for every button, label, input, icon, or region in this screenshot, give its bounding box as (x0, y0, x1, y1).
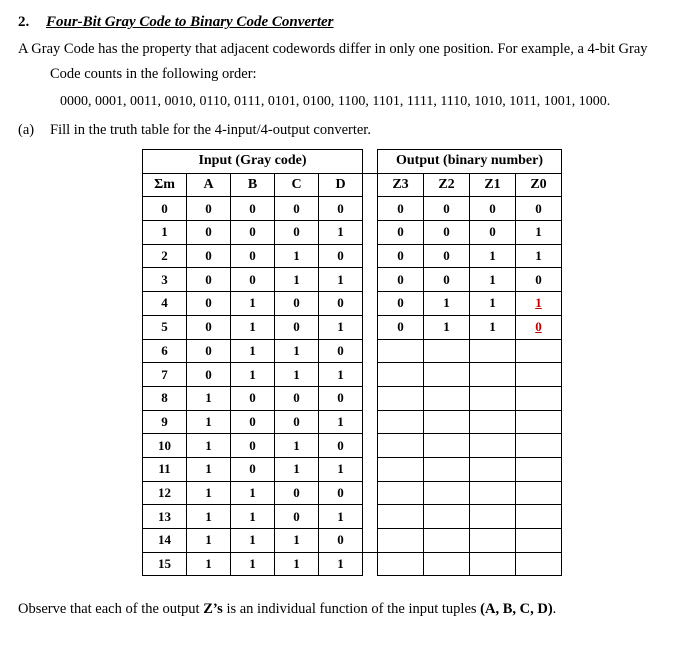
truth-table-body (143, 197, 562, 576)
cell-d: 0 (319, 529, 363, 553)
col-header-d: D (319, 173, 363, 197)
cell-z1 (470, 457, 516, 481)
cell-c: 0 (275, 386, 319, 410)
table-gap (363, 434, 378, 458)
cell-z1 (470, 552, 516, 576)
table-gap (363, 363, 378, 387)
cell-a: 0 (187, 244, 231, 268)
cell-b: 0 (231, 268, 275, 292)
table-row (143, 434, 562, 458)
table-gap (363, 221, 378, 245)
cell-z3 (378, 339, 424, 363)
cell-z2 (424, 505, 470, 529)
table-gap (363, 315, 378, 339)
cell-b: 0 (231, 410, 275, 434)
cell-z2 (424, 339, 470, 363)
table-row (143, 457, 562, 481)
cell-c: 1 (275, 457, 319, 481)
cell-z3: 0 (378, 197, 424, 221)
col-header-a: A (187, 173, 231, 197)
table-row (143, 268, 562, 292)
table-row (143, 244, 562, 268)
cell-d: 0 (319, 292, 363, 316)
cell-a: 0 (187, 292, 231, 316)
cell-m: 15 (143, 552, 187, 576)
table-gap (363, 197, 378, 221)
cell-z2: 1 (424, 315, 470, 339)
table-gap (363, 292, 378, 316)
cell-d: 1 (319, 552, 363, 576)
col-header-c: C (275, 173, 319, 197)
cell-d: 0 (319, 339, 363, 363)
cell-z0 (516, 386, 562, 410)
cell-m: 5 (143, 315, 187, 339)
cell-c: 0 (275, 221, 319, 245)
cell-c: 1 (275, 552, 319, 576)
input-group-header: Input (Gray code) (143, 150, 363, 174)
cell-m: 6 (143, 339, 187, 363)
part-a-text: Fill in the truth table for the 4-input/4-output converter. (50, 122, 371, 138)
cell-z1 (470, 386, 516, 410)
table-gap (363, 339, 378, 363)
table-gap (363, 268, 378, 292)
table-gap (363, 244, 378, 268)
col-header-m: Σm (143, 173, 187, 197)
footer-pre: Observe that each of the output (18, 601, 204, 617)
cell-c: 1 (275, 268, 319, 292)
cell-d: 1 (319, 505, 363, 529)
cell-z0 (516, 552, 562, 576)
cell-z3: 0 (378, 315, 424, 339)
problem-number: 2. (18, 14, 30, 30)
cell-z3: 0 (378, 292, 424, 316)
cell-b: 0 (231, 386, 275, 410)
cell-c: 0 (275, 315, 319, 339)
cell-b: 0 (231, 244, 275, 268)
cell-d: 1 (319, 410, 363, 434)
table-gap (363, 457, 378, 481)
cell-z3 (378, 434, 424, 458)
cell-m: 13 (143, 505, 187, 529)
cell-z3 (378, 481, 424, 505)
col-header-z0: Z0 (516, 173, 562, 197)
part-a-label: (a) (18, 122, 35, 138)
cell-z1 (470, 481, 516, 505)
cell-b: 0 (231, 197, 275, 221)
cell-b: 0 (231, 434, 275, 458)
cell-z1: 1 (470, 268, 516, 292)
cell-z2 (424, 434, 470, 458)
cell-z3 (378, 529, 424, 553)
cell-m: 8 (143, 386, 187, 410)
cell-z1 (470, 363, 516, 387)
cell-a: 0 (187, 197, 231, 221)
cell-d: 0 (319, 197, 363, 221)
cell-d: 1 (319, 221, 363, 245)
cell-a: 1 (187, 386, 231, 410)
cell-z0: 0 (516, 197, 562, 221)
cell-z3: 0 (378, 221, 424, 245)
cell-c: 1 (275, 363, 319, 387)
cell-z1 (470, 410, 516, 434)
cell-d: 1 (319, 363, 363, 387)
table-gap (363, 481, 378, 505)
footer-note (18, 601, 556, 618)
col-header-b: B (231, 173, 275, 197)
cell-d: 0 (319, 386, 363, 410)
cell-d: 0 (319, 481, 363, 505)
cell-a: 1 (187, 481, 231, 505)
cell-z1: 0 (470, 197, 516, 221)
cell-c: 1 (275, 434, 319, 458)
cell-z3 (378, 552, 424, 576)
col-header-z1: Z1 (470, 173, 516, 197)
cell-z1 (470, 505, 516, 529)
cell-z2: 0 (424, 268, 470, 292)
cell-z3 (378, 410, 424, 434)
cell-a: 1 (187, 505, 231, 529)
cell-m: 4 (143, 292, 187, 316)
table-row (143, 292, 562, 316)
cell-m: 14 (143, 529, 187, 553)
cell-z2: 1 (424, 292, 470, 316)
cell-b: 1 (231, 505, 275, 529)
cell-d: 0 (319, 244, 363, 268)
cell-z0 (516, 339, 562, 363)
cell-b: 0 (231, 457, 275, 481)
cell-m: 0 (143, 197, 187, 221)
cell-z0: 0 (516, 315, 562, 339)
cell-m: 1 (143, 221, 187, 245)
table-gap (363, 410, 378, 434)
cell-b: 1 (231, 363, 275, 387)
cell-z3 (378, 386, 424, 410)
cell-d: 1 (319, 457, 363, 481)
cell-z2: 0 (424, 197, 470, 221)
intro-line-2: Code counts in the following order: (50, 66, 257, 82)
cell-z2 (424, 386, 470, 410)
col-header-z3: Z3 (378, 173, 424, 197)
cell-c: 0 (275, 197, 319, 221)
cell-c: 1 (275, 244, 319, 268)
cell-z3 (378, 457, 424, 481)
cell-m: 11 (143, 457, 187, 481)
cell-a: 0 (187, 339, 231, 363)
table-gap (363, 552, 378, 576)
cell-z0 (516, 410, 562, 434)
cell-a: 0 (187, 363, 231, 387)
cell-z2 (424, 552, 470, 576)
cell-c: 1 (275, 339, 319, 363)
cell-z0 (516, 434, 562, 458)
col-header-z2: Z2 (424, 173, 470, 197)
table-row (143, 410, 562, 434)
part-a (18, 122, 371, 139)
cell-z1 (470, 339, 516, 363)
cell-b: 1 (231, 292, 275, 316)
cell-m: 12 (143, 481, 187, 505)
table-row (143, 315, 562, 339)
cell-b: 0 (231, 221, 275, 245)
cell-m: 7 (143, 363, 187, 387)
cell-z0 (516, 457, 562, 481)
cell-z0: 1 (516, 221, 562, 245)
cell-z1 (470, 434, 516, 458)
cell-z2 (424, 410, 470, 434)
table-row (143, 552, 562, 576)
cell-m: 10 (143, 434, 187, 458)
cell-b: 1 (231, 315, 275, 339)
cell-z1: 0 (470, 221, 516, 245)
cell-a: 1 (187, 457, 231, 481)
table-row (143, 529, 562, 553)
cell-d: 1 (319, 268, 363, 292)
cell-d: 0 (319, 434, 363, 458)
cell-c: 0 (275, 481, 319, 505)
cell-z3 (378, 505, 424, 529)
cell-b: 1 (231, 339, 275, 363)
table-gap (363, 173, 378, 197)
table-gap (363, 150, 378, 174)
output-group-header: Output (binary number) (378, 150, 562, 174)
cell-z3: 0 (378, 268, 424, 292)
cell-b: 1 (231, 552, 275, 576)
table-row (143, 197, 562, 221)
cell-m: 3 (143, 268, 187, 292)
cell-a: 1 (187, 529, 231, 553)
table-row (143, 386, 562, 410)
table-row (143, 481, 562, 505)
cell-z1: 1 (470, 292, 516, 316)
cell-z2 (424, 529, 470, 553)
table-row (143, 339, 562, 363)
cell-z1: 1 (470, 244, 516, 268)
cell-c: 0 (275, 292, 319, 316)
cell-m: 2 (143, 244, 187, 268)
cell-z0 (516, 505, 562, 529)
cell-c: 1 (275, 529, 319, 553)
table-gap (363, 505, 378, 529)
cell-z2: 0 (424, 244, 470, 268)
cell-a: 1 (187, 552, 231, 576)
table-gap (363, 529, 378, 553)
table-row (143, 221, 562, 245)
truth-table (142, 149, 562, 576)
gray-code-sequence: 0000, 0001, 0011, 0010, 0110, 0111, 0101, 0100, 1100, 1101, 1111, 1110, 1010, 1011, 1001, 1000. (60, 94, 611, 109)
cell-d: 1 (319, 315, 363, 339)
footer-end: . (552, 601, 557, 617)
footer-z: Z’s (203, 601, 223, 617)
cell-z0: 1 (516, 244, 562, 268)
cell-z0: 0 (516, 268, 562, 292)
table-row (143, 505, 562, 529)
footer-mid: is an individual function of the input tuples (222, 601, 481, 617)
cell-b: 1 (231, 481, 275, 505)
cell-z0 (516, 481, 562, 505)
cell-z2 (424, 457, 470, 481)
cell-z2: 0 (424, 221, 470, 245)
cell-z1 (470, 529, 516, 553)
cell-z0: 1 (516, 292, 562, 316)
cell-a: 1 (187, 410, 231, 434)
problem-title: Four-Bit Gray Code to Binary Code Converter (46, 14, 334, 30)
table-gap (363, 386, 378, 410)
cell-a: 0 (187, 315, 231, 339)
cell-m: 9 (143, 410, 187, 434)
cell-z3 (378, 363, 424, 387)
problem-heading (18, 14, 334, 31)
cell-z3: 0 (378, 244, 424, 268)
cell-z1: 1 (470, 315, 516, 339)
cell-c: 0 (275, 505, 319, 529)
cell-a: 0 (187, 221, 231, 245)
cell-z2 (424, 481, 470, 505)
footer-tuple: (A, B, C, D) (480, 601, 553, 617)
table-row (143, 363, 562, 387)
cell-b: 1 (231, 529, 275, 553)
intro-line-1: A Gray Code has the property that adjacent codewords differ in only one position. For example, a 4-bit Gray (18, 41, 648, 57)
cell-z0 (516, 363, 562, 387)
cell-z0 (516, 529, 562, 553)
cell-c: 0 (275, 410, 319, 434)
cell-a: 0 (187, 268, 231, 292)
cell-z2 (424, 363, 470, 387)
cell-a: 1 (187, 434, 231, 458)
